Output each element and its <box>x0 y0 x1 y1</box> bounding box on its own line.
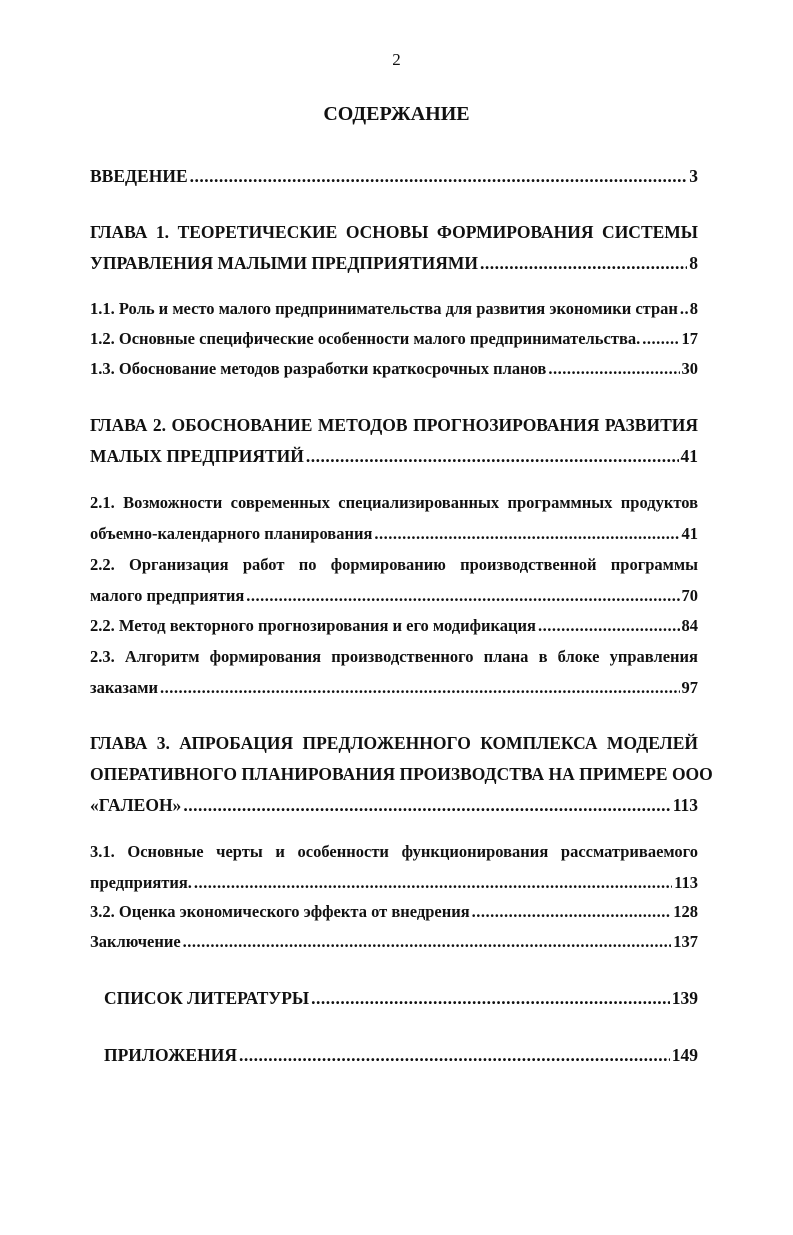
toc-entry <box>90 554 698 616</box>
toc-entry <box>90 414 698 476</box>
toc-entry-line: ГЛАВА 3. АПРОБАЦИЯ ПРЕДЛОЖЕННОГО КОМПЛЕКСА МОДЕЛЕЙ <box>90 733 698 753</box>
dot-leader <box>642 328 679 350</box>
toc-entry-last-line <box>90 298 698 329</box>
toc-entry <box>104 987 698 1018</box>
toc-entry-line: ГЛАВА 1. ТЕОРЕТИЧЕСКИЕ ОСНОВЫ ФОРМИРОВАНИЯ СИСТЕМЫ <box>90 222 698 242</box>
toc-page-number: 137 <box>673 932 698 951</box>
toc-entry-title: СПИСОК ЛИТЕРАТУРЫ <box>104 988 310 1008</box>
dot-leader <box>548 358 679 380</box>
dot-leader <box>246 585 679 607</box>
toc-entry-line: ОПЕРАТИВНОГО ПЛАНИРОВАНИЯ ПРОИЗВОДСТВА НА ПРИМЕРЕ ООО <box>90 764 713 784</box>
toc-page-number: 149 <box>671 1045 698 1065</box>
toc-entry-last-line <box>90 358 698 389</box>
dot-leader <box>680 298 688 320</box>
toc-entry-last-line <box>90 872 698 903</box>
toc-entry-last-line <box>90 585 698 616</box>
toc-page-number: 128 <box>673 902 698 921</box>
toc-entry-last-line <box>90 677 698 708</box>
toc-entry-title: 1.3. Обоснование методов разработки краткосрочных планов <box>90 359 547 378</box>
toc-page-number: 8 <box>689 299 698 318</box>
toc-entry-last-line <box>90 252 698 283</box>
toc-entry-title: заказами <box>90 678 159 697</box>
toc-entry-title: ПРИЛОЖЕНИЯ <box>104 1045 237 1065</box>
toc-entry <box>90 931 698 962</box>
toc-page-number: 113 <box>672 795 698 815</box>
page-title: СОДЕРЖАНИЕ <box>323 103 470 125</box>
dot-leader <box>183 794 670 816</box>
toc-entry-last-line <box>104 1044 698 1075</box>
dot-leader <box>472 901 672 923</box>
toc-page-number: 97 <box>681 678 698 697</box>
dot-leader <box>374 523 679 545</box>
dot-leader <box>194 872 672 894</box>
toc-entry-last-line <box>90 794 698 825</box>
toc-entry-title: ВВЕДЕНИЕ <box>90 166 188 186</box>
toc-entry-title: 3.2. Оценка экономического эффекта от внедрения <box>90 902 470 921</box>
toc-entry-title: малого предприятия <box>90 586 245 605</box>
toc-entry-title: Заключение <box>90 932 181 951</box>
toc-entry-title: УПРАВЛЕНИЯ МАЛЫМИ ПРЕДПРИЯТИЯМИ <box>90 253 478 273</box>
dot-leader <box>480 252 687 274</box>
dot-leader <box>183 931 672 953</box>
toc-entry <box>90 841 698 903</box>
toc-entry-last-line <box>90 615 698 646</box>
toc-entry <box>90 221 698 283</box>
toc-entry <box>90 328 698 359</box>
toc-entry <box>90 165 698 196</box>
toc-page-number: 8 <box>689 253 698 273</box>
toc-page-number: 17 <box>681 329 698 348</box>
toc-page-number: 113 <box>674 873 698 892</box>
toc-page-number: 139 <box>671 988 698 1008</box>
toc-page-number: 41 <box>681 524 698 543</box>
toc-entry-line: ГЛАВА 2. ОБОСНОВАНИЕ МЕТОДОВ ПРОГНОЗИРОВАНИЯ РАЗВИТИЯ <box>90 415 698 435</box>
toc-entry-last-line <box>90 523 698 554</box>
toc-entry-last-line <box>90 328 698 359</box>
toc-entry-line: 2.2. Организация работ по формированию производственной программы <box>90 555 698 574</box>
toc-entry <box>90 732 713 825</box>
toc-entry-title: предприятия. <box>90 873 192 892</box>
toc-entry-title: «ГАЛЕОН» <box>90 795 182 815</box>
toc-entry-title: 1.1. Роль и место малого предпринимательства для развития экономики стран <box>90 299 678 318</box>
toc-page-number: 3 <box>689 166 698 186</box>
dot-leader <box>190 165 688 187</box>
toc-entry <box>90 615 698 646</box>
toc-page-number: 70 <box>681 586 698 605</box>
toc-entry <box>90 646 698 708</box>
toc-entry-last-line <box>104 987 698 1018</box>
toc-page-number: 84 <box>681 616 698 635</box>
toc-entry-title: 1.2. Основные специфические особенности малого предпринимательства. <box>90 329 641 348</box>
dot-leader <box>306 445 679 467</box>
toc-entry-last-line <box>90 931 698 962</box>
toc-entry-last-line <box>90 901 698 932</box>
toc-entry-line: 2.1. Возможности современных специализированных программных продуктов <box>90 493 698 512</box>
toc-entry-line: 3.1. Основные черты и особенности функционирования рассматриваемого <box>90 842 698 861</box>
page-number: 2 <box>392 50 401 69</box>
dot-leader <box>160 677 679 699</box>
dot-leader <box>538 615 680 637</box>
toc-page-number: 41 <box>680 446 698 466</box>
toc-page-number: 30 <box>681 359 698 378</box>
dot-leader <box>239 1044 670 1066</box>
toc-entry <box>90 298 698 329</box>
toc-entry-last-line <box>90 445 698 476</box>
toc-entry <box>90 901 698 932</box>
toc-entry-title: 2.2. Метод векторного прогнозирования и его модификация <box>90 616 536 635</box>
toc-entry <box>104 1044 698 1075</box>
toc-entry-line: 2.3. Алгоритм формирования производственного плана в блоке управления <box>90 647 698 666</box>
toc-entry <box>90 492 698 554</box>
toc-entry <box>90 358 698 389</box>
toc-entry-last-line <box>90 165 698 196</box>
toc-entry-title: МАЛЫХ ПРЕДПРИЯТИЙ <box>90 446 304 466</box>
dot-leader <box>311 987 670 1009</box>
toc-entry-title: объемно-календарного планирования <box>90 524 373 543</box>
